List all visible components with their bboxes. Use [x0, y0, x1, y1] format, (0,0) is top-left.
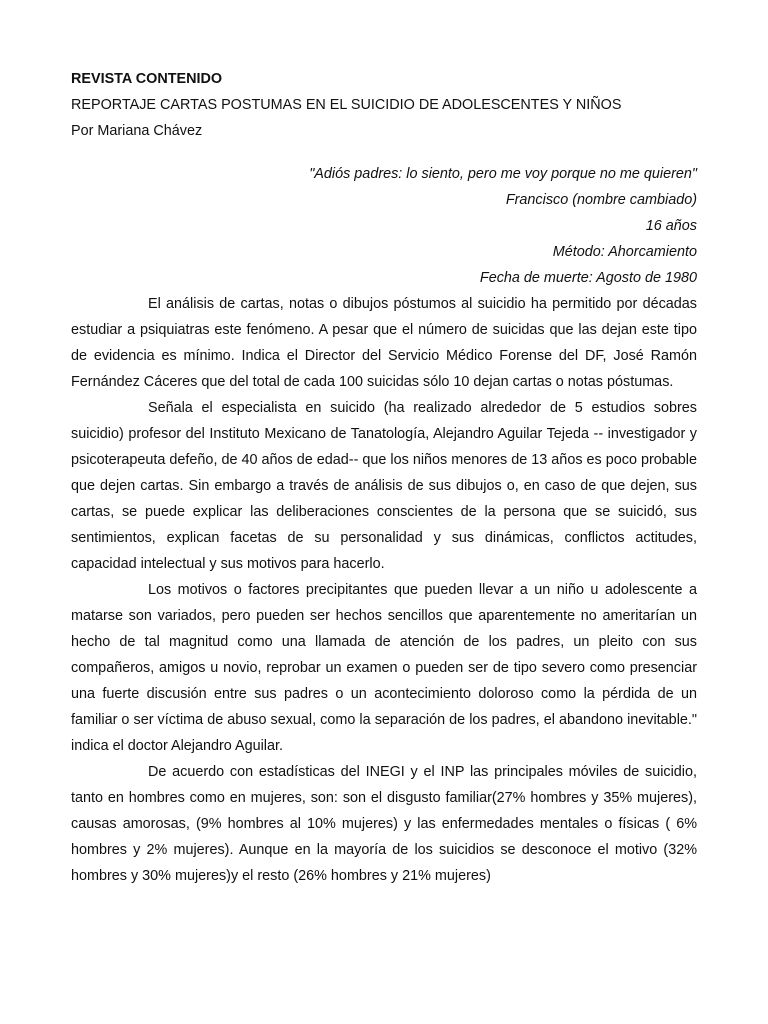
paragraph-1: El análisis de cartas, notas o dibujos póstumos al suicidio ha permitido por décadas estudiar a psiquiatras este fenómeno. A pesar que el número de suicidas que las dejan este tipo de evidencia es mínimo. Indica el Director del Servicio Médico Forense del DF, José Ramón Fernández Cáceres que del total de cada 100 suicidas sólo 10 dejan cartas o notas póstumas.	[71, 296, 697, 390]
epigraph-author: Francisco (nombre cambiado)	[505, 192, 697, 208]
paragraph-4: De acuerdo con estadísticas del INEGI y el INP las principales móviles de suicidio, tanto en hombres como en mujeres, son: son el disgusto familiar(27% hombres y 35% mujeres), causas amorosas, (9% hombres al 10% mujeres) y las enfermedades mentales o físicas ( 6% hombres y 2% mujeres). Aunque en la mayoría de los suicidios se desconoce el motivo (32% hombres y 30% mujeres)y el resto (26% hombres y 21% mujeres)	[71, 764, 697, 884]
article-title: REPORTAJE CARTAS POSTUMAS EN EL SUICIDIO DE ADOLESCENTES Y NIÑOS	[71, 97, 622, 113]
document-page	[71, 66, 697, 889]
epigraph	[71, 161, 697, 291]
paragraph-3: Los motivos o factores precipitantes que pueden llevar a un niño u adolescente a matarse son variados, pero pueden ser hechos sencillos que aparentemente no ameritarían un hecho de tal magnitud como una llamada de atención de los padres, un pleito con sus compañeros, amigos u novio, reprobar un examen o pueden ser de tipo severo como presenciar una fuerte discusión entre sus padres o un acontecimiento doloroso como la pérdida de un familiar o ser víctima de abuso sexual, como la separación de los padres, el abandono inevitable." indica el doctor Alejandro Aguilar.	[71, 582, 697, 754]
epigraph-age: 16 años	[645, 218, 697, 234]
epigraph-quote: "Adiós padres: lo siento, pero me voy porque no me quieren"	[309, 166, 697, 182]
paragraph-2: Señala el especialista en suicido (ha realizado alrededor de 5 estudios sobres suicidio) profesor del Instituto Mexicano de Tanatología, Alejandro Aguilar Tejeda -- investigador y psicoterapeuta defeño, de 40 años de edad-- que los niños menores de 13 años es poco probable que dejen cartas. Sin embargo a través de análisis de sus dibujos o, en caso de que dejen, sus cartas, se puede explicar las deliberaciones conscientes de la persona que se suicidó, sus sentimientos, explican facetas de su personalidad y sus dinámicas, conflictos actitudes, capacidad intelectual y sus motivos para hacerlo.	[71, 400, 697, 572]
magazine-name: REVISTA CONTENIDO	[71, 71, 223, 87]
epigraph-method: Método: Ahorcamiento	[552, 244, 697, 260]
epigraph-date: Fecha de muerte: Agosto de 1980	[479, 270, 697, 286]
byline: Por Mariana Chávez	[71, 123, 203, 139]
